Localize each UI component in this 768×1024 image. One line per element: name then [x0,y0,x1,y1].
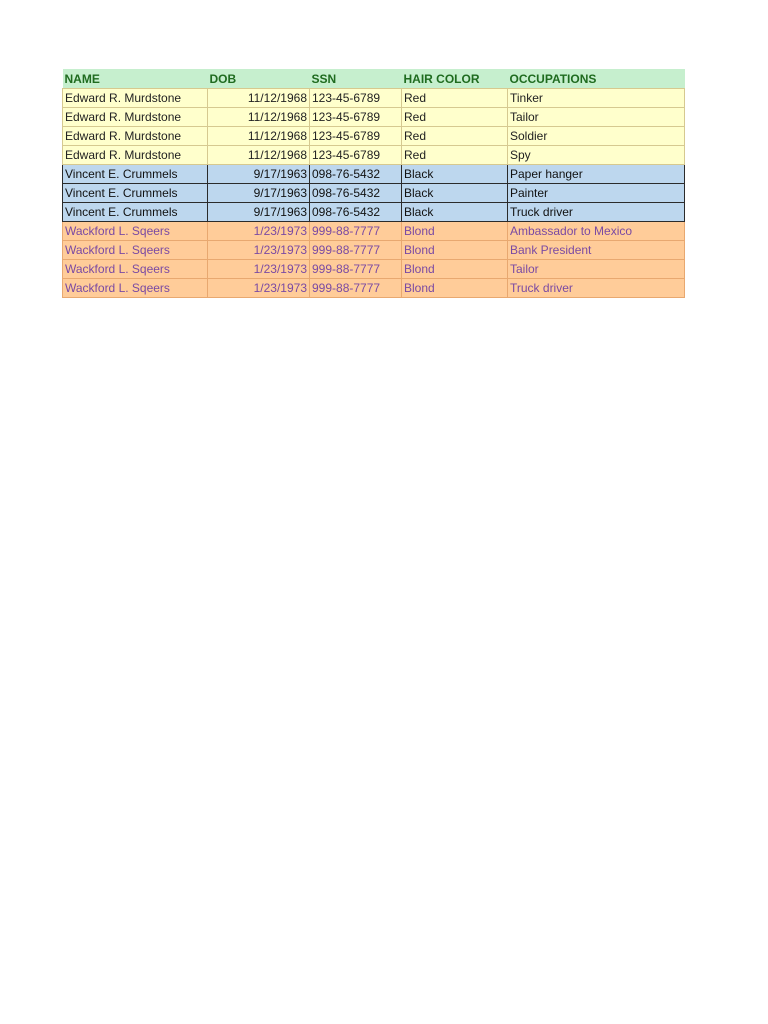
cell-occupation[interactable]: Tinker [508,89,685,108]
header-occupations[interactable]: OCCUPATIONS [508,69,685,89]
table-row [63,222,685,241]
header-ssn[interactable]: SSN [310,69,402,89]
header-row [63,69,685,89]
header-dob[interactable]: DOB [208,69,310,89]
cell-occupation[interactable]: Bank President [508,241,685,260]
cell-ssn[interactable]: 123-45-6789 [310,108,402,127]
cell-dob[interactable]: 11/12/1968 [208,146,310,165]
cell-name[interactable]: Edward R. Murdstone [63,89,208,108]
cell-hair-color[interactable]: Blond [402,260,508,279]
cell-hair-color[interactable]: Blond [402,279,508,298]
cell-hair-color[interactable]: Red [402,89,508,108]
cell-ssn[interactable]: 123-45-6789 [310,89,402,108]
cell-occupation[interactable]: Tailor [508,260,685,279]
cell-name[interactable]: Edward R. Murdstone [63,127,208,146]
cell-dob[interactable]: 9/17/1963 [208,203,310,222]
cell-occupation[interactable]: Ambassador to Mexico [508,222,685,241]
table-row [63,279,685,298]
cell-hair-color[interactable]: Red [402,146,508,165]
cell-ssn[interactable]: 098-76-5432 [310,165,402,184]
cell-dob[interactable]: 11/12/1968 [208,127,310,146]
cell-occupation[interactable]: Truck driver [508,203,685,222]
cell-ssn[interactable]: 999-88-7777 [310,279,402,298]
cell-hair-color[interactable]: Black [402,203,508,222]
cell-name[interactable]: Vincent E. Crummels [63,203,208,222]
cell-hair-color[interactable]: Black [402,165,508,184]
table-row [63,241,685,260]
cell-occupation[interactable]: Painter [508,184,685,203]
cell-ssn[interactable]: 999-88-7777 [310,260,402,279]
cell-name[interactable]: Wackford L. Sqeers [63,279,208,298]
header-hair-color[interactable]: HAIR COLOR [402,69,508,89]
cell-dob[interactable]: 11/12/1968 [208,108,310,127]
cell-occupation[interactable]: Truck driver [508,279,685,298]
table-row [63,89,685,108]
cell-dob[interactable]: 1/23/1973 [208,241,310,260]
cell-occupation[interactable]: Tailor [508,108,685,127]
cell-dob[interactable]: 9/17/1963 [208,184,310,203]
cell-hair-color[interactable]: Red [402,127,508,146]
table-row [63,260,685,279]
cell-dob[interactable]: 1/23/1973 [208,260,310,279]
header-name[interactable]: NAME [63,69,208,89]
cell-dob[interactable]: 1/23/1973 [208,279,310,298]
cell-name[interactable]: Wackford L. Sqeers [63,241,208,260]
cell-hair-color[interactable]: Blond [402,222,508,241]
cell-ssn[interactable]: 123-45-6789 [310,146,402,165]
cell-ssn[interactable]: 999-88-7777 [310,222,402,241]
cell-dob[interactable]: 11/12/1968 [208,89,310,108]
cell-name[interactable]: Wackford L. Sqeers [63,222,208,241]
table-row [63,184,685,203]
cell-dob[interactable]: 1/23/1973 [208,222,310,241]
cell-ssn[interactable]: 098-76-5432 [310,203,402,222]
cell-ssn[interactable]: 999-88-7777 [310,241,402,260]
cell-ssn[interactable]: 098-76-5432 [310,184,402,203]
cell-occupation[interactable]: Spy [508,146,685,165]
spreadsheet-table [62,69,685,298]
cell-name[interactable]: Vincent E. Crummels [63,165,208,184]
table-row [63,203,685,222]
cell-occupation[interactable]: Paper hanger [508,165,685,184]
table-row [63,165,685,184]
cell-name[interactable]: Vincent E. Crummels [63,184,208,203]
cell-ssn[interactable]: 123-45-6789 [310,127,402,146]
cell-hair-color[interactable]: Red [402,108,508,127]
cell-name[interactable]: Edward R. Murdstone [63,108,208,127]
cell-hair-color[interactable]: Blond [402,241,508,260]
cell-hair-color[interactable]: Black [402,184,508,203]
cell-name[interactable]: Edward R. Murdstone [63,146,208,165]
cell-dob[interactable]: 9/17/1963 [208,165,310,184]
cell-name[interactable]: Wackford L. Sqeers [63,260,208,279]
table-row [63,146,685,165]
table-row [63,127,685,146]
table-row [63,108,685,127]
cell-occupation[interactable]: Soldier [508,127,685,146]
